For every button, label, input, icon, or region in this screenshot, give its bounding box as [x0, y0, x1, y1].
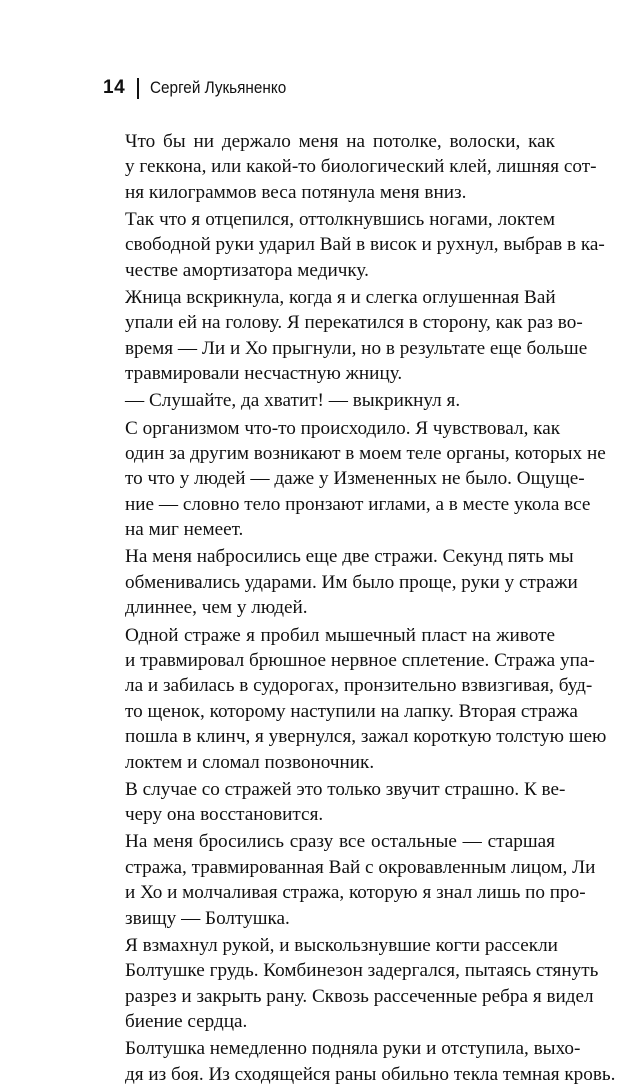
text-line: длиннее, чем у людей.	[125, 597, 308, 619]
paragraph	[103, 623, 607, 775]
text-line: Так что я отцепился, оттолкнувшись ногами, локтем	[125, 209, 555, 231]
text-line: локтем и сломал позвоночник.	[125, 751, 375, 773]
text-line: В случае со стражей это только звучит страшно. К ве-	[125, 778, 566, 800]
paragraph	[103, 544, 578, 620]
text-line: ние — словно тело пронзают иглами, а в месте укола все	[125, 493, 591, 515]
paragraph	[103, 207, 605, 283]
text-line: звищу — Болтушка.	[125, 907, 290, 929]
text-line: Одной страже я пробил мышечный пласт на животе	[125, 624, 555, 646]
text-line: Болтушке грудь. Комбинезон задергался, пытаясь стянуть	[125, 960, 599, 982]
text-line: время — Ли и Хо прыгнули, но в результате еще больше	[125, 337, 588, 359]
paragraph	[103, 416, 606, 543]
text-line: стража, травмированная Вай с окровавленным лицом, Ли	[125, 856, 596, 878]
text-line: один за другим возникают в моем теле органы, которых не	[125, 443, 606, 465]
text-line: пошла в клинч, я увернулся, зажал короткую толстую шею	[125, 726, 607, 748]
body-text	[103, 129, 616, 1089]
text-line: Я взмахнул рукой, и выскользнувшие когти рассекли	[125, 934, 558, 956]
paragraph	[103, 285, 588, 387]
text-line: разрез и закрыть рану. Сквозь рассеченные ребра я видел	[125, 985, 594, 1007]
text-line: ла и забилась в судорогах, пронзительно взвизгивая, буд-	[125, 675, 593, 697]
paragraph	[103, 829, 596, 931]
text-line: то щенок, которому наступили на лапку. Вторая стража	[125, 700, 578, 722]
running-header-author: Сергей Лукьяненко	[150, 78, 287, 97]
text-line: обменивались ударами. Им было проще, руки у стражи	[125, 571, 578, 593]
text-line: травмировали несчастную жницу.	[125, 363, 403, 385]
paragraph	[103, 933, 599, 1035]
text-line: то что у людей — даже у Измененных не было. Ощуще-	[125, 468, 585, 490]
text-line: На меня набросились еще две стражи. Секунд пять мы	[125, 546, 574, 568]
text-line: Жница вскрикнула, когда я и слегка оглушенная Вай	[125, 287, 556, 309]
text-line: биение сердца.	[125, 1010, 248, 1032]
paragraph	[103, 129, 597, 205]
text-line: — Слушайте, да хватит! — выкрикнул я.	[125, 390, 461, 412]
text-line: На меня бросились сразу все остальные — старшая	[125, 831, 555, 853]
paragraph	[103, 388, 555, 413]
text-line: у геккона, или какой-то биологический клей, лишняя сот-	[125, 156, 597, 178]
text-line: упали ей на голову. Я перекатился в сторону, как раз во-	[125, 312, 583, 334]
text-line: Что бы ни держало меня на потолке, волоски, как	[125, 131, 555, 152]
text-line: и травмировал брюшное нервное сплетение. Стража упа-	[125, 649, 595, 671]
page-number: 14	[103, 77, 126, 98]
header-divider	[137, 78, 139, 99]
running-header	[103, 77, 302, 99]
text-line: и Хо и молчаливая стража, которую я знал лишь по про-	[125, 882, 586, 904]
paragraph	[103, 1036, 616, 1087]
text-line: С организмом что-то происходило. Я чувствовал, как	[125, 417, 561, 439]
text-line: свободной руки ударил Вай в висок и рухнул, выбрав в ка-	[125, 234, 605, 256]
text-line: ня килограммов веса потянула меня вниз.	[125, 181, 467, 203]
text-line: на миг немеет.	[125, 519, 244, 541]
text-line: черу она восстановится.	[125, 804, 324, 826]
text-line: честве амортизатора медичку.	[125, 259, 369, 281]
paragraph	[103, 777, 566, 828]
text-line: Болтушка немедленно подняла руки и отступила, выхо-	[125, 1038, 581, 1060]
text-line: дя из боя. Из сходящейся раны обильно текла темная кровь.	[125, 1063, 616, 1085]
